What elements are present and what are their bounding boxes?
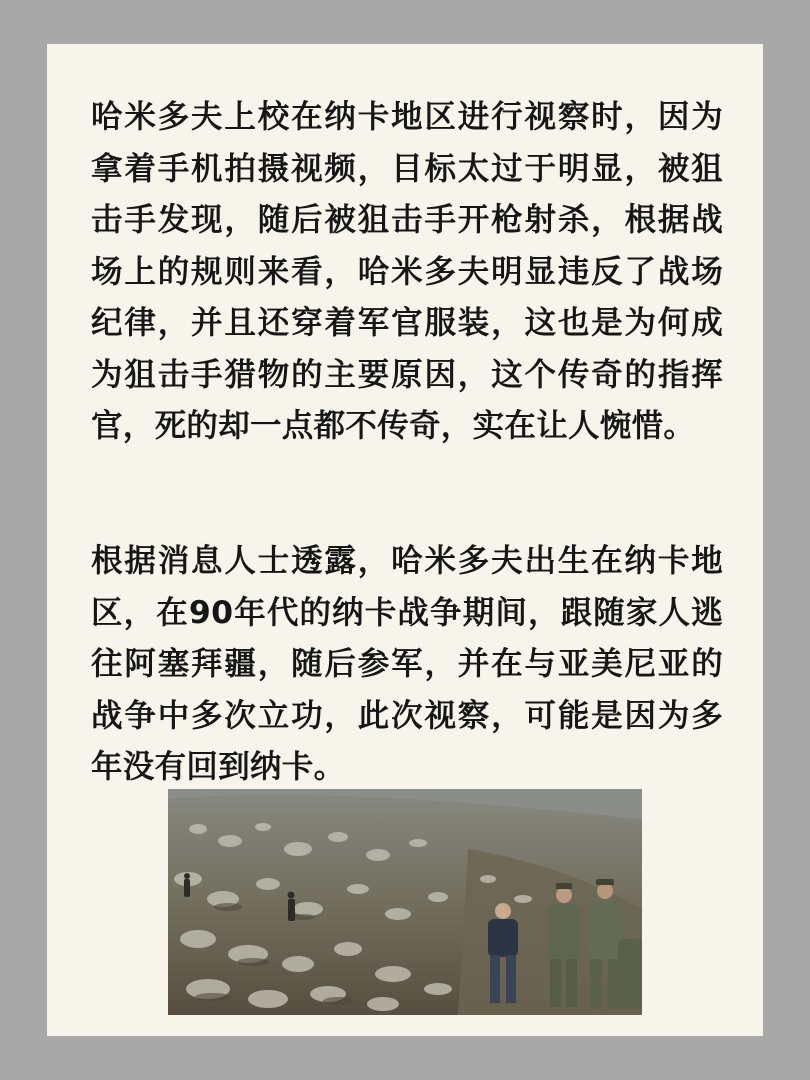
article-paragraph-2: 根据消息人士透露，哈米多夫出生在纳卡地区，在90年代的纳卡战争期间，跟随家人逃往阿塞拜疆，随后参军，并在与亚美尼亚的战争中多次立功，此次视察，可能是因为多年没有回到纳卡。 [91,543,723,785]
article-paragraph-1: 哈米多夫上校在纳卡地区进行视察时，因为拿着手机拍摄视频，目标太过于明显，被狙击手发现，随后被狙击手开枪射杀，根据战场上的规则来看，哈米多夫明显违反了战场纪律，并且还穿着军官服装，这也是为何成为狙击手猎物的主要原因，这个传奇的指挥官，死的却一点都不传奇，实在让人惋惜。 [91,99,723,444]
article-card [47,44,763,1036]
photo-illustration [168,789,642,1015]
soldier-camo-3 [618,939,642,1009]
rocky-hillside-photo [168,789,642,1015]
